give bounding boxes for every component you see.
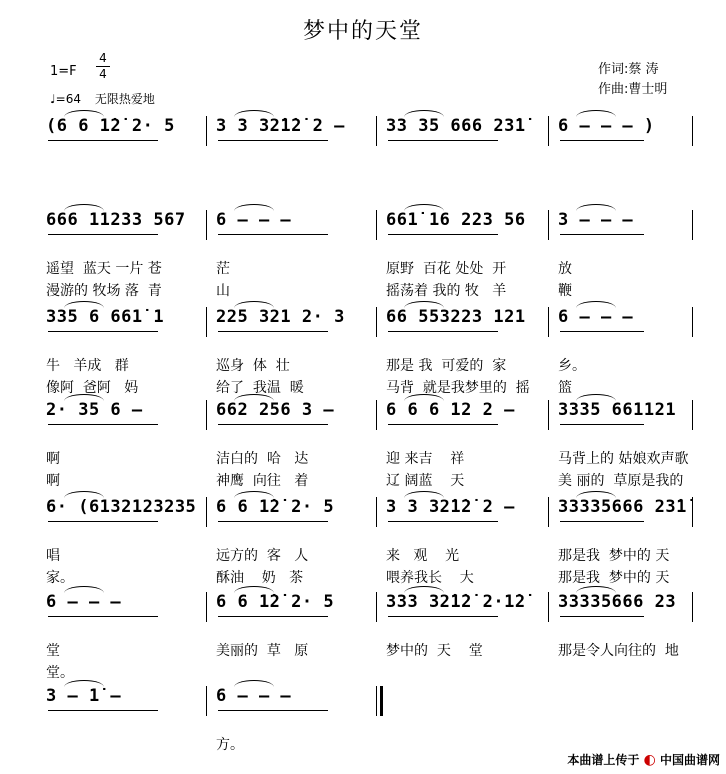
slur-mark (234, 491, 274, 498)
score-system (40, 210, 696, 299)
measure-notes: 661̇ 16 223 56 (386, 210, 526, 230)
barline (548, 210, 549, 240)
score-system (40, 592, 696, 681)
beam-line (218, 331, 328, 332)
measure-notes: 3335 661121 (558, 400, 677, 420)
lyric-text: 酥油 奶 茶 (216, 570, 304, 586)
beam-line (48, 521, 158, 522)
measure-notes: 6 – – – (46, 592, 122, 612)
lyric-text: 茫 (216, 261, 230, 277)
beam-line (388, 234, 498, 235)
beam-line (388, 521, 498, 522)
slur-mark (404, 394, 444, 401)
slur-mark (64, 204, 104, 211)
beam-line (560, 331, 644, 332)
lyric-text: 堂 (46, 643, 60, 659)
slur-mark (576, 110, 616, 117)
beam-line (388, 140, 498, 141)
measure-notes: 66 553223 121 (386, 307, 526, 327)
lyric-text: 马背上的 姑娘欢声歌 (558, 451, 689, 467)
slur-mark (404, 110, 444, 117)
measure-notes: 335 6 661̇ 1 (46, 307, 165, 327)
barline (376, 400, 377, 430)
slur-mark (576, 491, 616, 498)
measure-notes: 3 – 1̇ – (46, 686, 122, 706)
site-logo-icon: ◐ (643, 752, 656, 768)
measure-notes: 2· 35 6 – (46, 400, 143, 420)
beam-line (560, 521, 644, 522)
barline (692, 497, 693, 527)
lyric-text: 那是我 梦中的 天 (558, 548, 670, 564)
beam-line (48, 424, 158, 425)
barline (692, 592, 693, 622)
measure-notes: 6 6 6 12 2 – (386, 400, 515, 420)
lyric-text: 篮 (558, 380, 572, 396)
score-system (40, 116, 696, 196)
barline (206, 497, 207, 527)
time-signature (96, 52, 110, 81)
beam-line (48, 234, 158, 235)
slur-mark (404, 204, 444, 211)
barline (376, 210, 377, 240)
barline (692, 210, 693, 240)
composer-credit: 作曲:曹士明 (598, 82, 668, 97)
measure-notes: 3 – – – (558, 210, 634, 230)
lyric-text: 方。 (216, 737, 244, 753)
lyric-text: 家。 (46, 570, 74, 586)
lyric-text: 美丽的 草 原 (216, 643, 309, 659)
beam-line (388, 424, 498, 425)
beam-line (560, 616, 644, 617)
lyric-text: 啊 (46, 473, 60, 489)
beam-line (388, 331, 498, 332)
slur-mark (576, 394, 616, 401)
lyric-text: 喂养我长 大 (386, 570, 474, 586)
time-signature-bottom: 4 (99, 67, 107, 81)
barline (692, 116, 693, 146)
barline (548, 497, 549, 527)
lyric-text: 辽 阔蓝 天 (386, 473, 465, 489)
lyric-text: 啊 (46, 451, 60, 467)
lyric-text: 神鹰 向往 着 (216, 473, 309, 489)
measure-notes: 333 32̇1̇2̇ 2·1̇2̇ (386, 592, 526, 612)
slur-mark (64, 586, 104, 593)
measure-notes: 6 – – – (558, 307, 634, 327)
slur-mark (64, 301, 104, 308)
slur-mark (234, 301, 274, 308)
barline (376, 116, 377, 146)
barline (376, 307, 377, 337)
barline (692, 400, 693, 430)
beam-line (48, 331, 158, 332)
beam-line (218, 140, 328, 141)
slur-mark (576, 204, 616, 211)
measure-notes: 33 35 666 23̇1̇ (386, 116, 526, 136)
slur-mark (234, 680, 274, 687)
barline (548, 400, 549, 430)
measure-notes: 666 11233 567 (46, 210, 186, 230)
slur-mark (64, 491, 104, 498)
lyric-text: 马背 就是我梦里的 摇 (386, 380, 530, 396)
beam-line (218, 424, 328, 425)
barline (548, 116, 549, 146)
beam-line (48, 710, 158, 711)
footer-text: 本曲谱上传于 (567, 753, 640, 767)
beam-line (560, 140, 644, 141)
lyric-text: 洁白的 哈 达 (216, 451, 309, 467)
beam-line (218, 521, 328, 522)
beam-line (218, 710, 328, 711)
lyric-text: 鞭 (558, 283, 572, 299)
barline (376, 497, 377, 527)
tempo-marking (50, 90, 155, 107)
lyric-text: 摇荡着 我的 牧 羊 (386, 283, 507, 299)
lyric-text: 远方的 客 人 (216, 548, 309, 564)
lyric-text: 原野 百花 处处 开 (386, 261, 507, 277)
slur-mark (234, 204, 274, 211)
beam-line (218, 616, 328, 617)
measure-notes: 6 6 1̇2̇ 2· 5 (216, 592, 335, 612)
barline (548, 592, 549, 622)
slur-mark (576, 301, 616, 308)
lyric-text: 那是 我 可爱的 家 (386, 358, 507, 374)
lyric-text: 来 观 光 (386, 548, 460, 564)
lyric-text: 像阿 爸阿 妈 (46, 380, 139, 396)
measure-notes: 33335666 23̇1̇ (558, 497, 687, 517)
slur-mark (234, 110, 274, 117)
measure-notes: 6· (6132123235 (46, 497, 197, 517)
barline (206, 307, 207, 337)
barline (376, 686, 377, 716)
score-system (40, 307, 696, 396)
expression-marking: 无限热爱地 (94, 92, 155, 106)
final-barline (380, 686, 383, 716)
beam-line (560, 234, 644, 235)
page-title: 梦中的天堂 (302, 19, 423, 44)
footer-site: 中国曲谱网 (659, 753, 720, 767)
lyric-text: 那是令人向往的 地 (558, 643, 679, 659)
barline (206, 116, 207, 146)
slur-mark (404, 491, 444, 498)
measure-notes: 6 – – – ) (558, 116, 655, 136)
slur-mark (404, 586, 444, 593)
lyric-text: 牛 羊成 群 (46, 358, 129, 374)
measure-notes: 3 3 32̇1̇2̇ 2 – (216, 116, 345, 136)
slur-mark (404, 301, 444, 308)
measure-notes: 33335666 23 (558, 592, 677, 612)
time-signature-top: 4 (99, 51, 107, 65)
barline (692, 307, 693, 337)
lyric-text: 漫游的 牧场 落 青 (46, 283, 162, 299)
lyric-text: 那是我 梦中的 天 (558, 570, 670, 586)
measure-notes: 6 6 1̇2̇ 2· 5 (216, 497, 335, 517)
lyric-text: 唱 (46, 548, 60, 564)
slur-mark (234, 394, 274, 401)
lyric-text: 巡身 体 壮 (216, 358, 290, 374)
slur-mark (64, 110, 104, 117)
lyricist-credit: 作词:蔡 涛 (598, 62, 659, 77)
barline (548, 307, 549, 337)
barline (376, 592, 377, 622)
beam-line (218, 234, 328, 235)
measure-notes: 225 321 2· 3 (216, 307, 345, 327)
slur-mark (576, 586, 616, 593)
tempo-value: ♩=64 (50, 92, 81, 106)
measure-notes: 6 – – – (216, 210, 292, 230)
barline (206, 592, 207, 622)
lyric-text: 给了 我温 暖 (216, 380, 304, 396)
key-signature: 1=F (50, 64, 77, 79)
measure-notes: (6 6 1̇2̇ 2· 5 (46, 116, 175, 136)
measure-notes: 662 256 3 – (216, 400, 335, 420)
slur-mark (234, 586, 274, 593)
slur-mark (64, 394, 104, 401)
measure-notes: 6 – – – (216, 686, 292, 706)
slur-mark (64, 680, 104, 687)
lyric-text: 放 (558, 261, 572, 277)
barline (206, 686, 207, 716)
score-system (40, 497, 696, 586)
lyric-text: 美 丽的 草原是我的 (558, 473, 684, 489)
footer-credit (567, 751, 720, 768)
beam-line (48, 616, 158, 617)
lyric-text: 遥望 蓝天 一片 苍 (46, 261, 162, 277)
measure-notes: 3 3 32̇1̇2̇ 2 – (386, 497, 515, 517)
lyric-text: 梦中的 天 堂 (386, 643, 483, 659)
beam-line (388, 616, 498, 617)
score-system (40, 400, 696, 489)
barline (206, 400, 207, 430)
beam-line (560, 424, 644, 425)
barline (206, 210, 207, 240)
lyric-text: 山 (216, 283, 230, 299)
lyric-text: 乡。 (558, 358, 586, 374)
lyric-text: 堂。 (46, 665, 74, 681)
lyric-text: 迎 来吉 祥 (386, 451, 465, 467)
beam-line (48, 140, 158, 141)
